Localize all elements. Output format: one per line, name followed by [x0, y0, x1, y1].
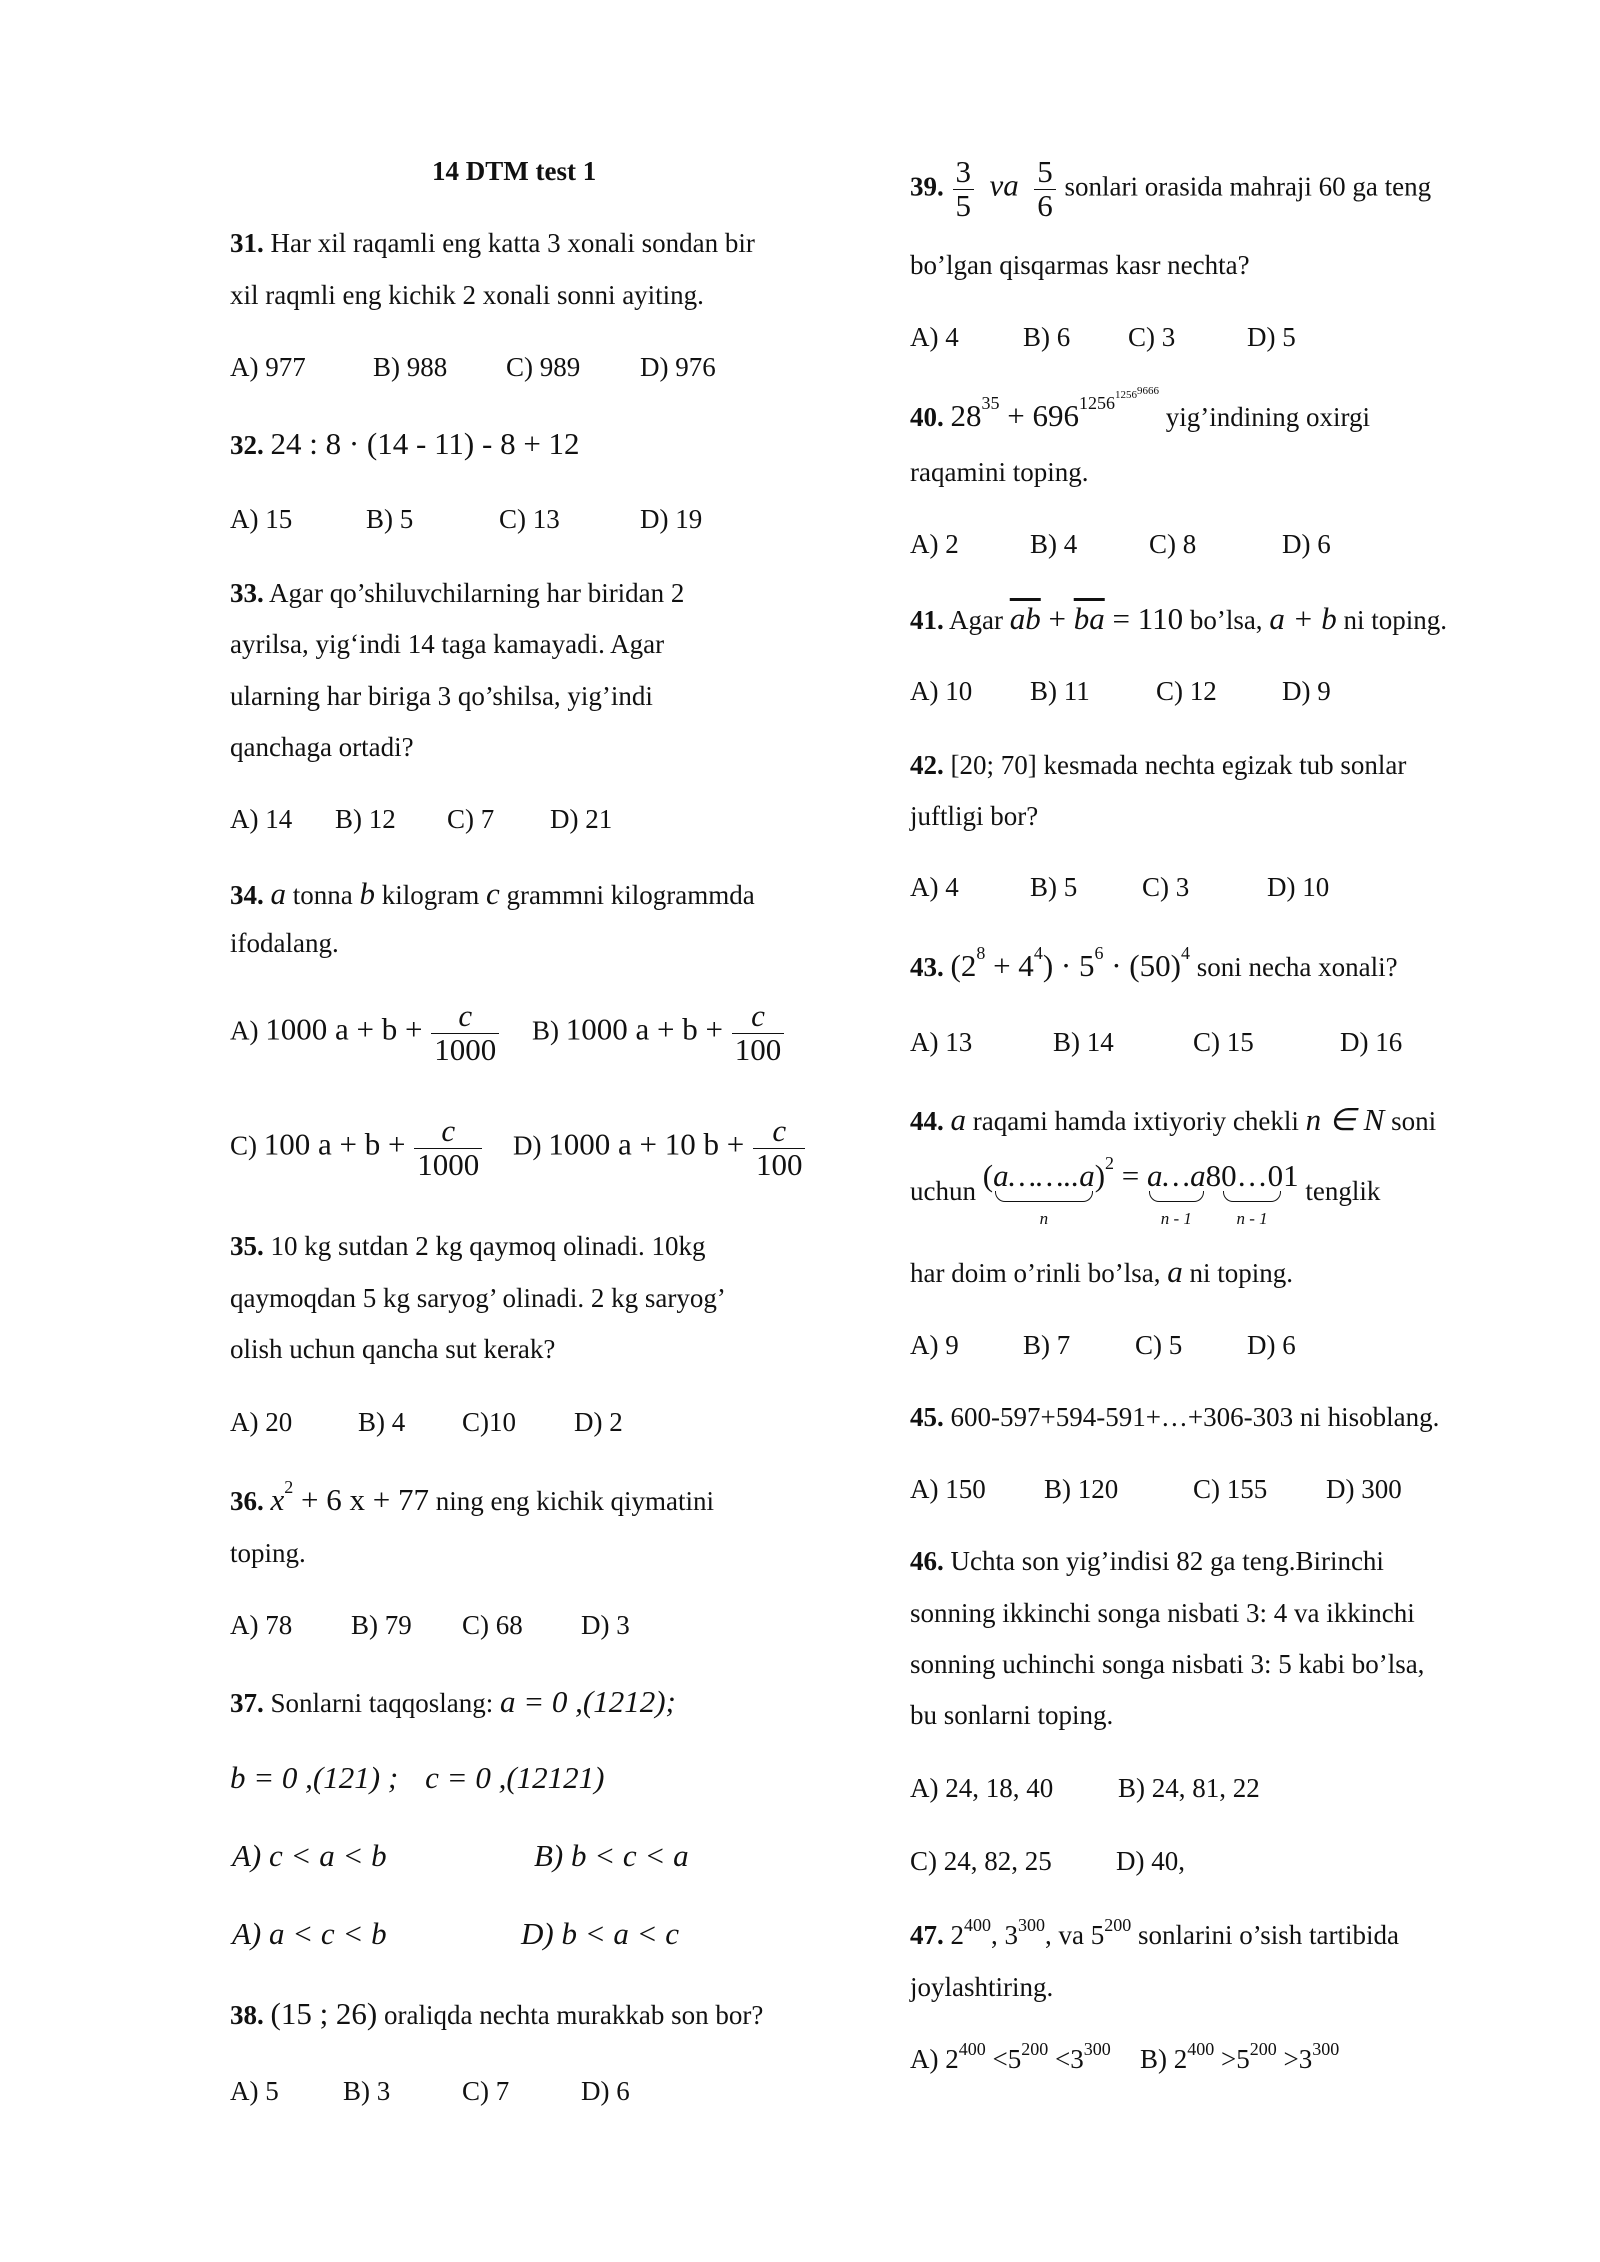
option-b: B) 12	[335, 804, 396, 834]
answer-options	[910, 678, 1510, 708]
option-a: A) 20	[230, 1407, 293, 1437]
question-41: 41. Agar $\overline{ab} + \overline{ba} = 110$ bo’lsa, a + b ni toping.	[910, 601, 1447, 636]
answer-options	[230, 1409, 830, 1439]
option-c: C) 24, 82, 25	[910, 1846, 1052, 1876]
option-d: D) 19	[640, 504, 703, 534]
option-b: B) 7	[1023, 1330, 1071, 1360]
option-b: B) $2^{400} >5^{200} >3^{300}$	[1140, 2039, 1340, 2074]
option-a: A) 78	[230, 1610, 293, 1640]
page-title: 14 DTM test 1	[432, 156, 597, 186]
question-number: 36.	[230, 1486, 264, 1516]
question-number: 42.	[910, 750, 944, 780]
answer-options	[910, 531, 1510, 561]
answer-options	[230, 506, 830, 536]
question-text: Har xil raqamli eng katta 3 xonali sondan bir	[270, 228, 755, 258]
question-31	[230, 230, 755, 257]
question-number: 43.	[910, 952, 944, 982]
question-44: 44. a raqami hamda ixtiyoriy chekli n ∈ N soni	[910, 1102, 1437, 1137]
option-c: C) 3	[1142, 872, 1190, 902]
option-c: C) 68	[462, 1610, 523, 1640]
answer-options	[910, 1476, 1510, 1506]
math-expression: b = 0 ,(121) ; c = 0 ,(12121)	[230, 1760, 605, 1795]
option-b: B) 11	[1030, 676, 1090, 706]
option-c: C) 989	[506, 352, 581, 382]
question-number: 33.	[230, 578, 264, 608]
question-47: 47. $2^{400}$, $3^{300}$, va $5^{200}$ sonlarini o’sish tartibida	[910, 1915, 1399, 1950]
answer-options	[910, 324, 1510, 354]
option-a: A) 4	[910, 322, 959, 352]
question-number: 47.	[910, 1920, 944, 1950]
answer-options	[230, 354, 830, 384]
option-c: C) 7	[447, 804, 495, 834]
question-34: 34. a tonna b kilogram c grammni kilogrammda	[230, 876, 755, 911]
option-a: A) 9	[910, 1330, 959, 1360]
option-d: D) 16	[1340, 1027, 1403, 1057]
option-a: A) c < a < b	[232, 1838, 387, 1873]
option-a: A) 10	[910, 676, 973, 706]
option-d: D) 10	[1267, 872, 1330, 902]
question-number: 45.	[910, 1402, 944, 1432]
option-b: B) 79	[351, 1610, 412, 1640]
option-b: B) 5	[366, 504, 414, 534]
question-text: har doim o’rinli bo’lsa, a ni toping.	[910, 1254, 1293, 1289]
question-text: ifodalang.	[230, 928, 339, 958]
option-d: D) 9	[1282, 676, 1331, 706]
option-c: C) 7	[462, 2076, 510, 2106]
option-d: D) 6	[581, 2076, 630, 2106]
option-b: B) 5	[1030, 872, 1078, 902]
option-a: A) 150	[910, 1474, 986, 1504]
question-text: juftligi bor?	[910, 801, 1039, 831]
option-d: D) 3	[581, 1610, 630, 1640]
question-number: 31.	[230, 228, 264, 258]
option-b: B) 4	[1030, 529, 1078, 559]
question-text: joylashtiring.	[910, 1972, 1054, 2002]
question-45: 45. 600-597+594-591+…+306-303 ni hisoblang.	[910, 1402, 1440, 1432]
answer-options	[910, 1029, 1510, 1059]
option-b: B) b < c < a	[534, 1838, 689, 1873]
option-a: A) 5	[230, 2076, 279, 2106]
option-a-second: A) a < c < b	[232, 1916, 387, 1951]
question-number: 46.	[910, 1546, 944, 1576]
option-a: A) $2^{400} <5^{200} <3^{300}$	[910, 2039, 1111, 2074]
question-text: ularning har biriga 3 qo’shilsa, yig’indi	[230, 681, 653, 711]
option-a: A) 15	[230, 504, 293, 534]
option-d: D) 6	[1282, 529, 1331, 559]
question-number: 34.	[230, 880, 264, 910]
question-text: qanchaga ortadi?	[230, 732, 414, 762]
option-d: D) 6	[1247, 1330, 1296, 1360]
option-b: B) 24, 81, 22	[1118, 1773, 1260, 1803]
option-c: C)10	[462, 1407, 516, 1437]
option-b: B) 120	[1044, 1474, 1119, 1504]
question-text: bu sonlarni toping.	[910, 1700, 1114, 1730]
option-a: A) 13	[910, 1027, 973, 1057]
option-c: C) 12	[1156, 676, 1217, 706]
option-b: B) 14	[1053, 1027, 1114, 1057]
option-d: D) 21	[550, 804, 613, 834]
answer-options	[230, 806, 830, 836]
option-c: C) 3	[1128, 322, 1176, 352]
question-39: 39. $\frac{3}{5}$ va $\frac{5}{6}$ sonlari orasida mahraji 60 ga teng	[910, 154, 1432, 223]
question-text: raqamini toping.	[910, 457, 1089, 487]
option-a: A) 24, 18, 40	[910, 1773, 1054, 1803]
math-expression: 24 : 8 · (14 - 11) - 8 + 12	[270, 426, 580, 461]
question-42: 42. [20; 70] kesmada nechta egizak tub sonlar	[910, 750, 1407, 780]
question-text: 10 kg sutdan 2 kg qaymoq olinadi. 10kg	[270, 1231, 706, 1261]
option-a: A) 977	[230, 352, 306, 382]
option-c: C) 8	[1149, 529, 1197, 559]
question-text: sonning uchinchi songa nisbati 3: 5 kabi bo’lsa,	[910, 1649, 1425, 1679]
question-number: 44.	[910, 1106, 944, 1136]
option-d: D) 1000 a + 10 b + $\frac{c}{100}$	[513, 1115, 807, 1181]
option-c: C) 15	[1193, 1027, 1254, 1057]
option-b: B) 4	[358, 1407, 406, 1437]
question-37: 37. Sonlarni taqqoslang: a = 0 ,(1212);	[230, 1684, 676, 1719]
option-b: B) 3	[343, 2076, 391, 2106]
question-text: xil raqmli eng kichik 2 xonali sonni ayiting.	[230, 280, 704, 310]
question-number: 41.	[910, 605, 944, 635]
option-d: D) 300	[1326, 1474, 1402, 1504]
question-number: 32.	[230, 430, 264, 460]
option-b: B) 6	[1023, 322, 1071, 352]
question-35	[230, 1233, 705, 1260]
question-text: olish uchun qancha sut kerak?	[230, 1334, 556, 1364]
option-c: C) 5	[1135, 1330, 1183, 1360]
option-a: A) 1000 a + b + $\frac{c}{1000}$	[230, 1000, 501, 1066]
option-d: D) 976	[640, 352, 716, 382]
option-d: D) 2	[574, 1407, 623, 1437]
question-46: 46. Uchta son yig’indisi 82 ga teng.Birinchi	[910, 1546, 1384, 1576]
option-a: A) 4	[910, 872, 959, 902]
answer-options	[230, 1612, 830, 1642]
option-d: D) 5	[1247, 322, 1296, 352]
answer-options	[230, 2078, 830, 2108]
question-43: 43. $(2^8 + 4^4) \cdot 5^6 \cdot (50)^4$ soni necha xonali?	[910, 943, 1398, 983]
option-b: B) 988	[373, 352, 448, 382]
option-d: D) b < a < c	[521, 1916, 680, 1951]
answer-options	[910, 874, 1510, 904]
option-a: A) 14	[230, 804, 293, 834]
question-text: sonning ikkinchi songa nisbati 3: 4 va ikkinchi	[910, 1598, 1415, 1628]
question-33	[230, 580, 684, 607]
question-number: 39.	[910, 171, 944, 202]
question-38: 38. (15 ; 26) oraliqda nechta murakkab son bor?	[230, 1996, 764, 2031]
question-number: 40.	[910, 402, 944, 432]
option-b: B) 1000 a + b + $\frac{c}{100}$	[532, 1000, 786, 1066]
option-c: C) 155	[1193, 1474, 1268, 1504]
question-36: 36. $x^2 + 6$ x + 77 ning eng kichik qiymatini	[230, 1477, 714, 1517]
question-text: toping.	[230, 1538, 306, 1568]
question-number: 38.	[230, 2000, 264, 2030]
answer-options	[910, 1332, 1510, 1362]
option-c: C) 13	[499, 504, 560, 534]
question-text: Agar qo’shiluvchilarning har biridan 2	[269, 578, 685, 608]
question-number: 35.	[230, 1231, 264, 1261]
question-text: qaymoqdan 5 kg saryog’ olinadi. 2 kg saryog’	[230, 1283, 726, 1313]
option-d: D) 40,	[1116, 1846, 1185, 1876]
question-text: bo’lgan qisqarmas kasr nechta?	[910, 250, 1250, 280]
math-identity: uchun ( a……..a n )$^2$ = a…a n - 1 8 0…0 n - 1 1 tenglik	[910, 1153, 1381, 1228]
question-text: ayrilsa, yig‘indi 14 taga kamayadi. Agar	[230, 629, 665, 659]
question-32	[230, 428, 580, 459]
option-a: A) 2	[910, 529, 959, 559]
question-40: 40. $28^{35} + 696^{1256^{1256^{9666}}}$ yig’indining oxirgi	[910, 385, 1370, 433]
question-number: 37.	[230, 1688, 264, 1718]
option-c: C) 100 a + b + $\frac{c}{1000}$	[230, 1115, 484, 1181]
